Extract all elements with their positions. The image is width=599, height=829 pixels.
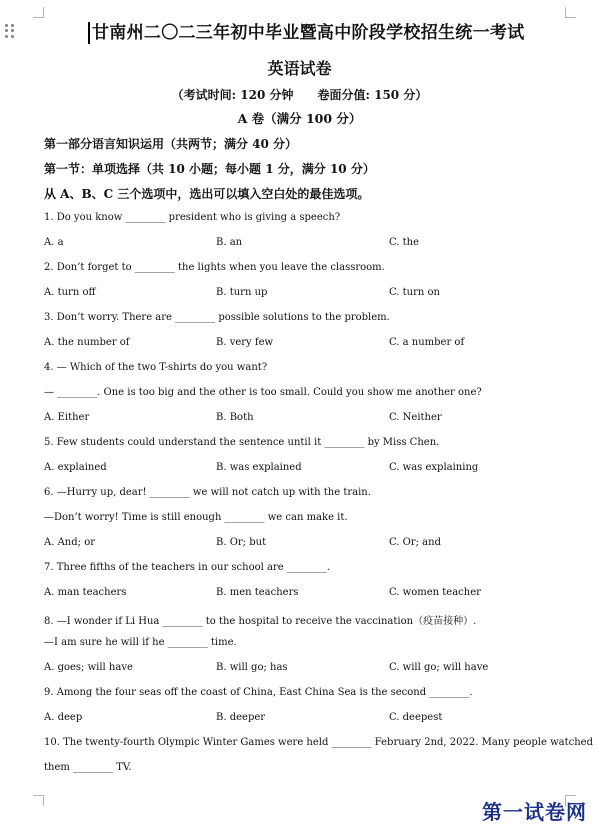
q7-option-a: A. man teachers (44, 587, 127, 598)
exam-meta: （考试时间: 120 分钟 卷面分值: 150 分） (171, 88, 428, 102)
question-5-stem: 5. Few students could understand the sentence until it ________ by Miss Chen. (44, 437, 440, 448)
q9-option-c: C. deepest (389, 712, 443, 723)
text-cursor (88, 22, 90, 44)
q9-option-b: B. deeper (216, 712, 266, 723)
q9-option-a: A. deep (44, 712, 83, 723)
page-corner-mark (33, 7, 44, 18)
q2-option-a: A. turn off (44, 287, 96, 298)
q6-option-c: C. Or; and (389, 537, 441, 548)
question-6-stem: 6. —Hurry up, dear! ________ we will not catch up with the train. (44, 487, 371, 498)
question-8-stem-2: —I am sure he will if he ________ time. (44, 637, 237, 648)
q5-option-b: B. was explained (216, 462, 302, 473)
question-10-stem: 10. The twenty-fourth Olympic Winter Games were held ________ February 2nd, 2022. Many people watched (44, 737, 594, 748)
question-4-stem: 4. — Which of the two T-shirts do you want? (44, 362, 268, 373)
q8-option-b: B. will go; has (216, 662, 288, 673)
question-1-stem: 1. Do you know ________ president who is giving a speech? (44, 212, 341, 223)
section1-heading: 第一部分语言知识运用（共两节；满分 40 分） (44, 137, 298, 151)
exam-title-text: 甘南州二〇二三年初中毕业暨高中阶段学校招生统一考试 (92, 23, 525, 43)
q4-option-b: B. Both (216, 412, 254, 423)
drag-handle-icon[interactable] (5, 24, 15, 38)
question-7-stem: 7. Three fifths of the teachers in our school are ________. (44, 562, 331, 573)
q1-option-a: A. a (44, 237, 64, 248)
q1-option-b: B. an (216, 237, 243, 248)
q8-option-a: A. goes; will have (44, 662, 133, 673)
q7-option-c: C. women teacher (389, 587, 481, 598)
q8-option-c: C. will go; will have (389, 662, 489, 673)
page-corner-mark (33, 795, 44, 806)
question-9-stem: 9. Among the four seas off the coast of China, East China Sea is the second ________. (44, 687, 473, 698)
q1-option-c: C. the (389, 237, 420, 248)
q6-option-a: A. And; or (44, 537, 95, 548)
question-2-stem: 2. Don’t forget to ________ the lights when you leave the classroom. (44, 262, 385, 273)
question-10-stem-2: them ________ TV. (44, 762, 132, 773)
q2-option-b: B. turn up (216, 287, 268, 298)
q3-option-a: A. the number of (44, 337, 130, 348)
section2-heading: 第一节：单项选择（共 10 小题；每小题 1 分，满分 10 分） (44, 162, 375, 176)
q2-option-c: C. turn on (389, 287, 440, 298)
exam-title (88, 22, 528, 44)
q3-option-c: C. a number of (389, 337, 465, 348)
question-4-stem-2: — ________. One is too big and the other is too small. Could you show me another one? (44, 387, 482, 398)
q5-option-c: C. was explaining (389, 462, 479, 473)
q6-option-b: B. Or; but (216, 537, 267, 548)
question-8-stem: 8. —I wonder if Li Hua ________ to the hospital to receive the vaccination（疫苗接种）. (44, 616, 477, 627)
site-watermark: 第一试卷网 (482, 800, 587, 824)
exam-subtitle: 英语试卷 (267, 59, 332, 78)
question-6-stem-2: —Don’t worry! Time is still enough ________ we can make it. (44, 512, 348, 523)
q4-option-a: A. Either (44, 412, 90, 423)
part-a-heading: A 卷（满分 100 分） (237, 111, 362, 126)
q7-option-b: B. men teachers (216, 587, 299, 598)
page-corner-mark (565, 7, 576, 18)
question-3-stem: 3. Don’t worry. There are ________ possible solutions to the problem. (44, 312, 390, 323)
q3-option-b: B. very few (216, 337, 274, 348)
q5-option-a: A. explained (44, 462, 107, 473)
q4-option-c: C. Neither (389, 412, 442, 423)
instruction: 从 A、B、C 三个选项中，选出可以填入空白处的最佳选项。 (44, 187, 370, 201)
